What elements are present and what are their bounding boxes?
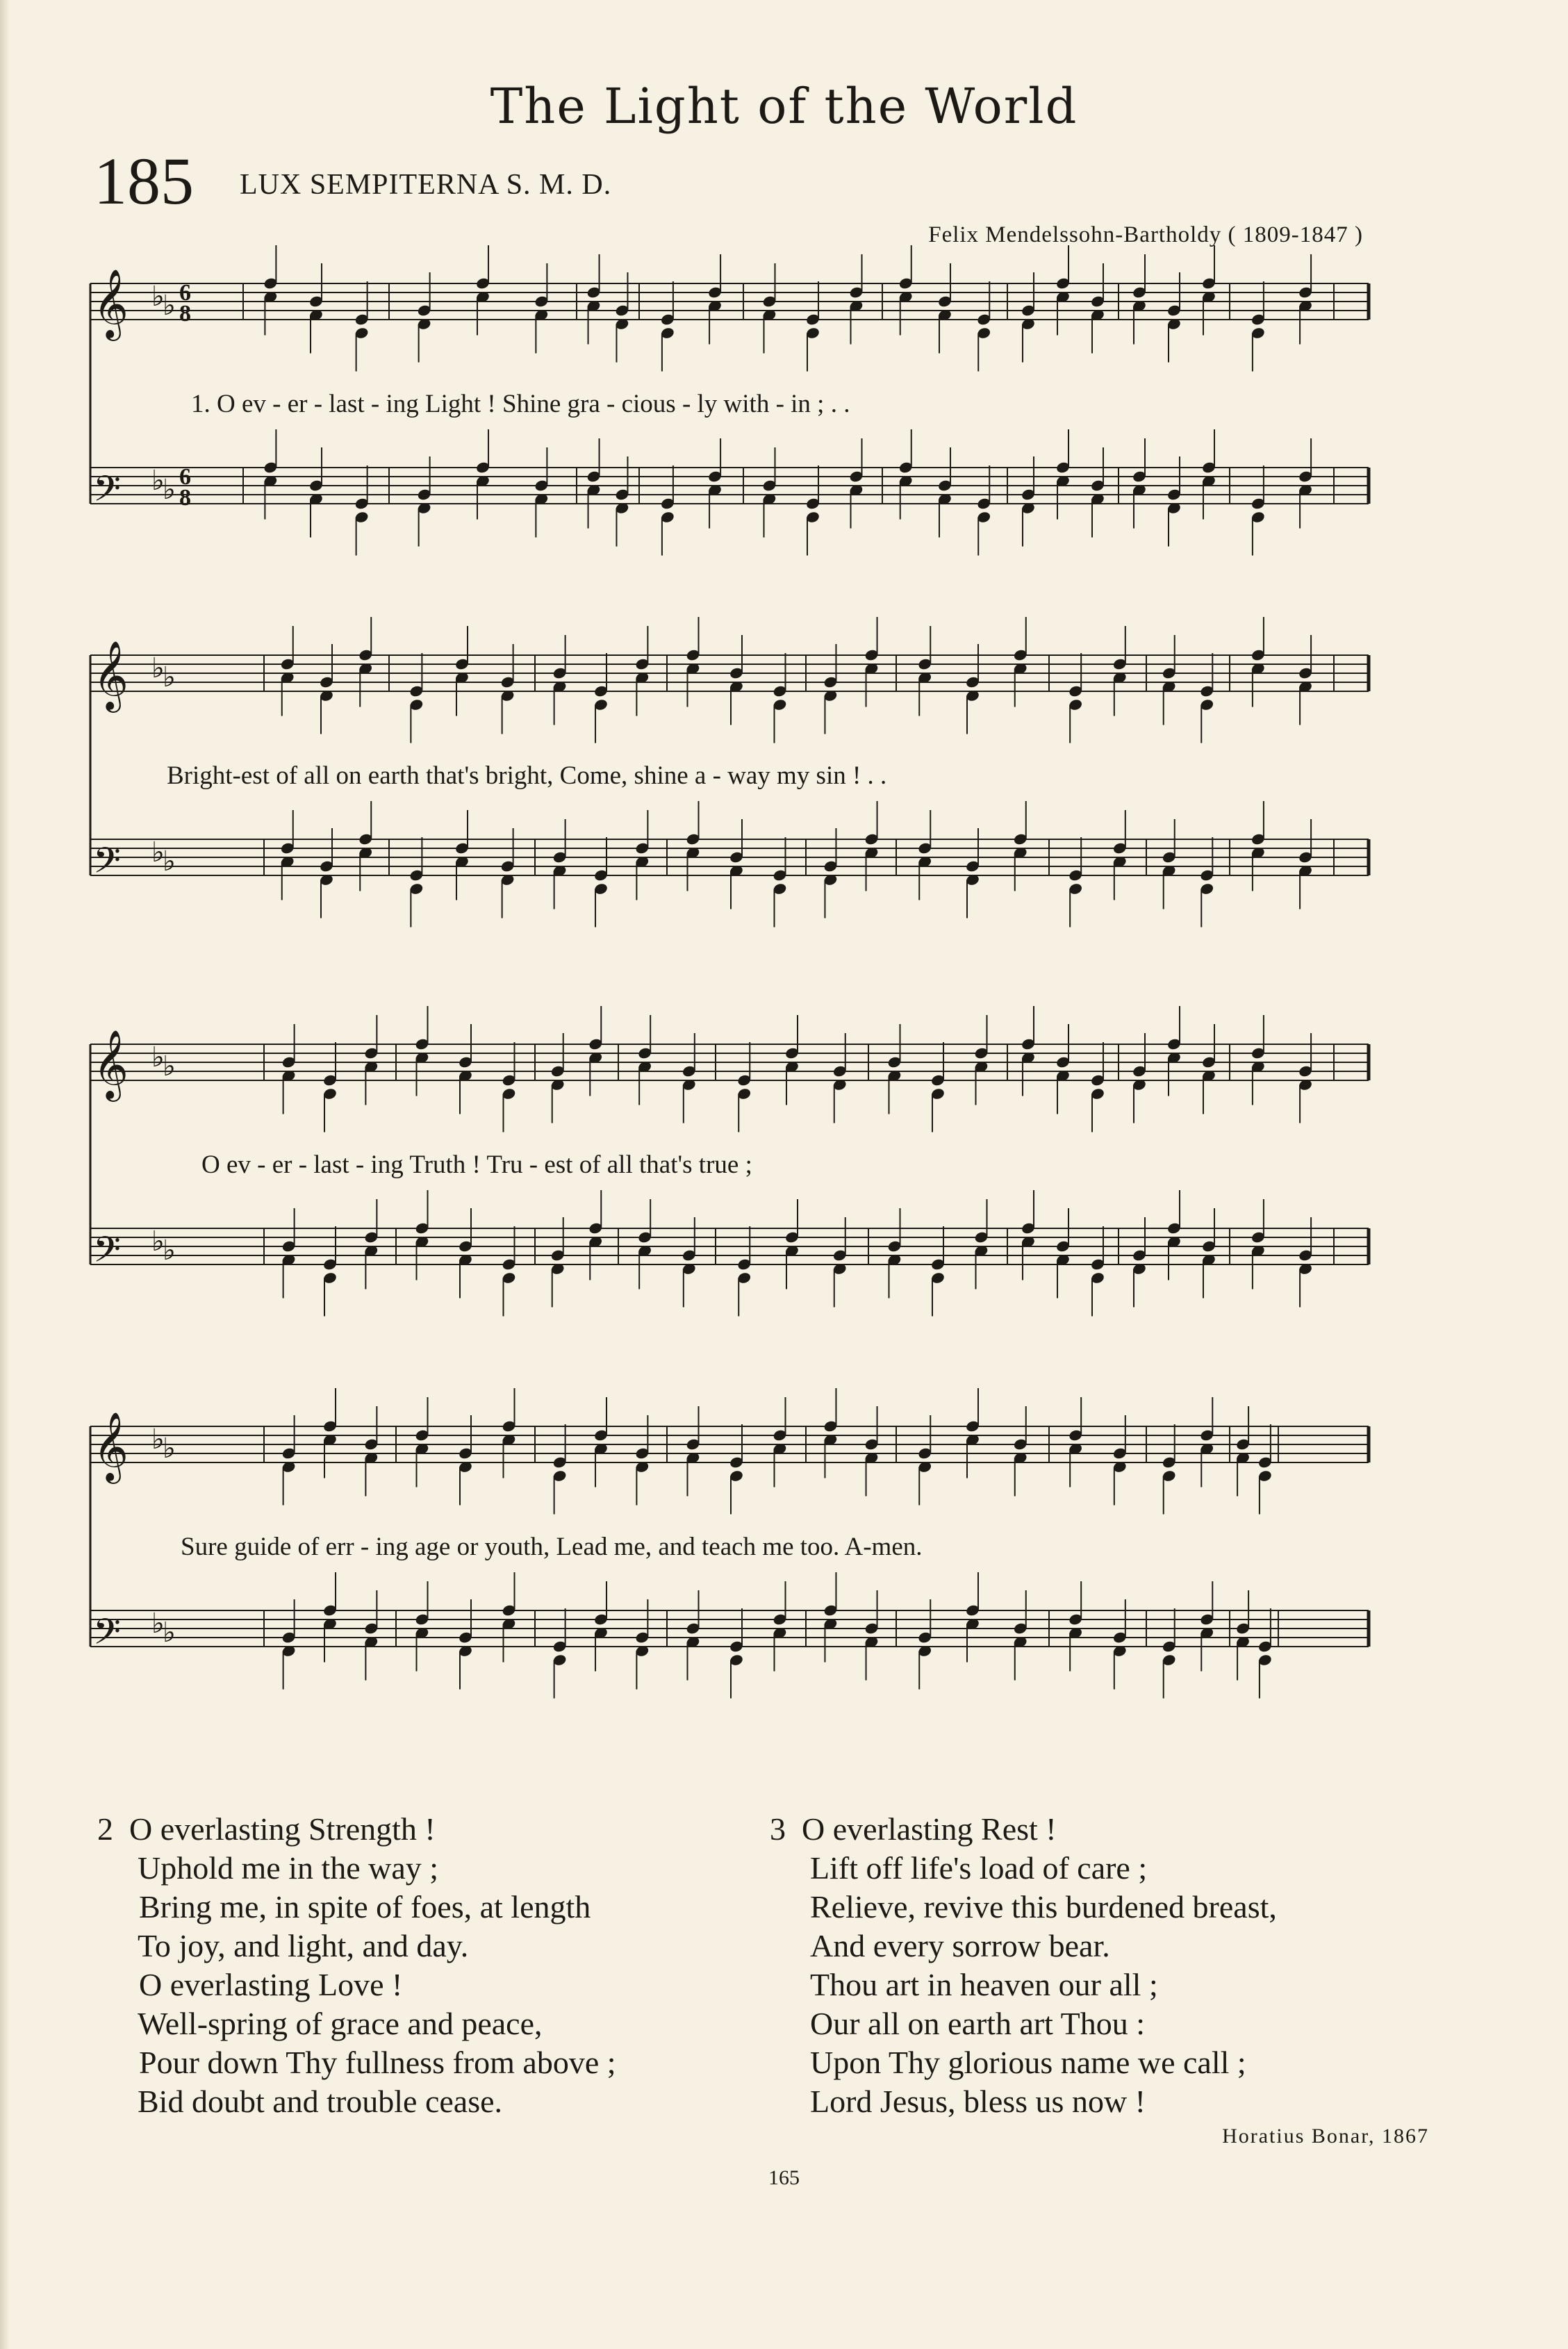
time-signature-top: 6 — [179, 464, 191, 490]
flat-sign-icon: ♭ — [163, 290, 176, 322]
flat-sign-icon: ♭ — [163, 474, 176, 506]
composer-credit: Felix Mendelssohn-Bartholdy ( 1809-1847 ) — [928, 222, 1363, 247]
verse-2 — [97, 1810, 616, 2121]
verse-line: And every sorrow bear. — [810, 1928, 1110, 1963]
verse-3 — [770, 1810, 1277, 2121]
hymn-title: The Light of the World — [490, 78, 1078, 135]
lyric-line: O ev - er - last - ing Truth ! Tru - est of all that's true ; — [201, 1151, 752, 1179]
page-binding-edge — [0, 0, 10, 2349]
treble-clef-icon: 𝄞 — [93, 1412, 129, 1481]
author-credit: Horatius Bonar, 1867 — [1222, 2125, 1429, 2148]
lyric-line: Sure guide of err - ing age or youth, Lead me, and teach me too. A-men. — [181, 1533, 923, 1561]
flat-sign-icon: ♭ — [151, 836, 165, 868]
verse-line: Thou art in heaven our all ; — [810, 1967, 1158, 2002]
time-signature-bottom: 8 — [179, 301, 191, 327]
lyric-line: 1. O ev - er - last - ing Light ! Shine gra - cious - ly with - in ; . . — [191, 390, 850, 418]
music-system-1 — [90, 271, 1424, 549]
verse-line: Relieve, revive this burdened breast, — [810, 1889, 1277, 1924]
verse-line: To joy, and light, and day. — [138, 1928, 469, 1963]
flat-sign-icon: ♭ — [151, 652, 165, 684]
verse-line: Well-spring of grace and peace, — [138, 2006, 543, 2041]
flat-sign-icon: ♭ — [151, 1226, 165, 1258]
verse-line: Uphold me in the way ; — [138, 1850, 439, 1886]
time-signature-bottom: 8 — [179, 485, 191, 511]
flat-sign-icon: ♭ — [151, 1424, 165, 1456]
verse-line: Bring me, in spite of foes, at length — [139, 1889, 591, 1924]
music-system-3 — [90, 1032, 1424, 1310]
flat-sign-icon: ♭ — [151, 1608, 165, 1640]
tune-name: LUX SEMPITERNA S. M. D. — [240, 169, 612, 201]
verse-line: Lord Jesus, bless us now ! — [810, 2084, 1146, 2119]
flat-sign-icon: ♭ — [163, 846, 176, 877]
lyric-line: Bright-est of all on earth that's bright, Come, shine a - way my sin ! . . — [167, 761, 887, 790]
flat-sign-icon: ♭ — [163, 1235, 176, 1267]
verse-line: 2 O everlasting Strength ! — [97, 1811, 436, 1847]
verse-line: Our all on earth art Thou : — [810, 2006, 1146, 2041]
verse-line: Pour down Thy fullness from above ; — [139, 2045, 616, 2080]
music-system-2 — [90, 643, 1424, 921]
hymn-number: 185 — [94, 144, 194, 218]
flat-sign-icon: ♭ — [163, 1050, 176, 1082]
verse-line: O everlasting Love ! — [139, 1967, 403, 2002]
bass-clef-icon: 𝄢 — [93, 839, 121, 890]
flat-sign-icon: ♭ — [163, 1617, 176, 1649]
flat-sign-icon: ♭ — [151, 1041, 165, 1073]
flat-sign-icon: ♭ — [163, 661, 176, 693]
verse-line: 3 O everlasting Rest ! — [770, 1811, 1057, 1847]
treble-clef-icon: 𝄞 — [93, 269, 129, 338]
verse-line: Lift off life's load of care ; — [810, 1850, 1148, 1886]
bass-clef-icon: 𝄢 — [93, 1610, 121, 1661]
time-signature-top: 6 — [179, 280, 191, 306]
treble-clef-icon: 𝄞 — [93, 641, 129, 710]
page-number: 165 — [768, 2166, 800, 2189]
treble-clef-icon: 𝄞 — [93, 1030, 129, 1099]
verse-line: Bid doubt and trouble cease. — [138, 2084, 503, 2119]
bass-clef-icon: 𝄢 — [93, 1228, 121, 1279]
flat-sign-icon: ♭ — [151, 281, 165, 313]
flat-sign-icon: ♭ — [151, 465, 165, 497]
music-system-4 — [90, 1414, 1424, 1692]
bass-clef-icon: 𝄢 — [93, 468, 121, 518]
verse-line: Upon Thy glorious name we call ; — [810, 2045, 1246, 2080]
flat-sign-icon: ♭ — [163, 1433, 176, 1465]
